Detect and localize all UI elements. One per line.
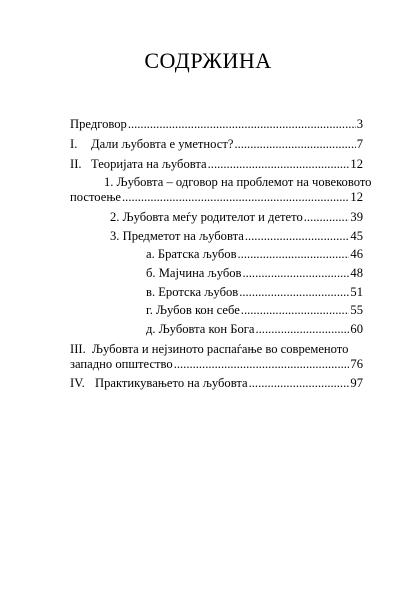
toc-entry-label: д. Љубовта кон Бога (146, 322, 255, 336)
dot-leader (241, 303, 350, 318)
toc-entry-raspaganje[interactable] (70, 357, 363, 372)
toc-entry-label: в. Еротска љубов (146, 285, 239, 299)
chapter-number: IV. (70, 376, 85, 390)
toc-entry-predmetot[interactable] (110, 229, 363, 244)
toc-entry-label: 3. Предметот на љубовта (110, 229, 244, 243)
toc-page-number: 51 (350, 285, 363, 299)
dot-leader (238, 247, 350, 262)
toc-entry-label: Практикувањето на љубовта (95, 376, 248, 390)
toc-entry-odgovor-line1[interactable]: 1. Љубовта – одговор на проблемот на човековото (104, 175, 372, 189)
dot-leader (256, 322, 350, 337)
toc-entry-label: 2. Љубовта меѓу родителот и детето (110, 210, 303, 224)
dot-leader (242, 266, 349, 281)
dot-leader (174, 357, 350, 372)
toc-entry-label: западно општество (70, 357, 173, 371)
page-title: СОДРЖИНА (144, 48, 272, 73)
toc-entry-boga[interactable] (146, 322, 363, 337)
dot-leader (249, 376, 350, 391)
toc-page-number: 76 (350, 357, 363, 371)
toc-entry-label: Предговор (70, 117, 127, 131)
toc-entry-dali-ljubovta[interactable] (70, 137, 363, 152)
dot-leader (122, 190, 349, 205)
dot-leader (234, 137, 355, 152)
toc-page-number: 55 (350, 303, 363, 317)
toc-entry-bratska[interactable] (146, 247, 363, 262)
toc-page-number: 12 (350, 190, 363, 204)
toc-entry-label: Теоријата на љубовта (91, 157, 207, 171)
toc-entry-label: б. Мајчина љубов (146, 266, 242, 280)
dot-leader (239, 285, 349, 300)
toc-page-number: 46 (350, 247, 363, 261)
chapter-number: I. (70, 137, 78, 151)
toc-entry-raspaganje-line1[interactable] (70, 342, 348, 357)
chapter-number: III. (70, 342, 86, 356)
toc-entry-teorijata[interactable] (70, 157, 363, 172)
chapter-number: II. (70, 157, 82, 171)
dot-leader (304, 210, 350, 225)
toc-entry-roditelot[interactable] (110, 210, 363, 225)
toc-entry-label: г. Љубов кон себе (146, 303, 240, 317)
toc-page-number: 7 (356, 137, 363, 151)
toc-page-number: 3 (356, 117, 363, 131)
toc-page-number: 97 (350, 376, 363, 390)
toc-page-number: 45 (350, 229, 363, 243)
toc-entry-predgovor[interactable] (70, 117, 363, 132)
toc-page-number: 12 (350, 157, 363, 171)
toc-entry-label: а. Братска љубов (146, 247, 237, 261)
toc-entry-label: постоење (70, 190, 122, 204)
dot-leader (245, 229, 350, 244)
toc-entry-odgovor[interactable] (70, 190, 363, 205)
toc-entry-praktikuvanje[interactable] (70, 376, 363, 391)
toc-entry-erotska[interactable] (146, 285, 363, 300)
dot-leader (208, 157, 350, 172)
toc-entry-label: Љубовта и нејзиното распаѓање во современото (92, 342, 349, 356)
toc-entry-label: Дали љубовта е уметност? (91, 137, 234, 151)
toc-page-number: 39 (350, 210, 363, 224)
toc-entry-sebe[interactable] (146, 303, 363, 318)
toc-page-number: 48 (350, 266, 363, 280)
toc-entry-majcina[interactable] (146, 266, 363, 281)
toc-page-number: 60 (350, 322, 363, 336)
dot-leader (128, 117, 356, 132)
